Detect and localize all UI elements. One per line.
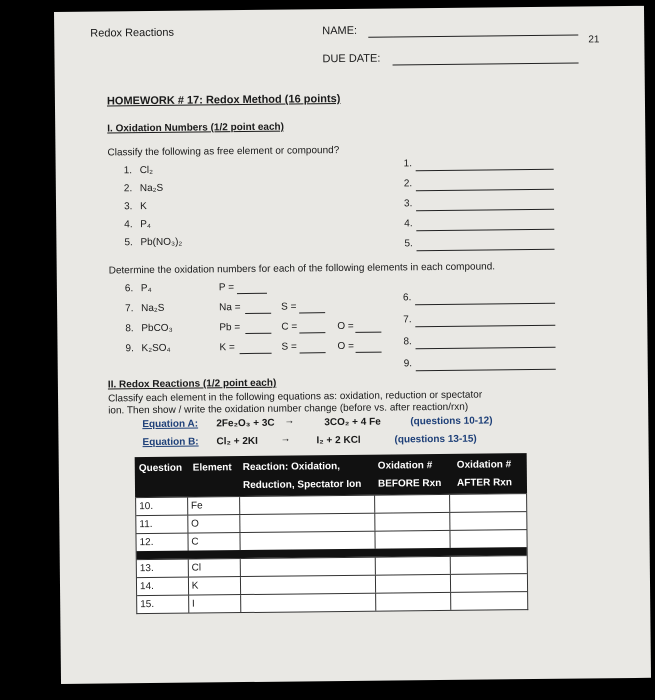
before-cell[interactable] — [375, 531, 451, 549]
question-cell: 12. — [136, 534, 188, 552]
worksheet-page — [54, 6, 651, 684]
answer-line[interactable] — [415, 303, 555, 305]
blank-line[interactable] — [300, 352, 326, 353]
answer-line[interactable] — [416, 229, 554, 231]
element-cell: I — [189, 595, 241, 613]
header-question: Question — [138, 462, 183, 475]
name-label: NAME: — [322, 24, 358, 38]
header-reaction: Reaction: Oxidation, — [242, 461, 341, 474]
table-body — [135, 493, 528, 614]
item-formula: Pb(NO₃)₂ — [140, 236, 183, 249]
answer-number: 5. — [404, 238, 413, 250]
answer-line[interactable] — [416, 209, 554, 211]
question-cell: 11. — [136, 516, 188, 534]
header-before: Oxidation # — [377, 460, 433, 472]
element-label: P = — [218, 282, 235, 294]
answer-number: 6. — [402, 292, 412, 304]
after-cell[interactable] — [451, 512, 527, 530]
section1-title: I. Oxidation Numbers (1/2 point each) — [107, 121, 284, 135]
reaction-cell[interactable] — [240, 558, 375, 576]
instruction-text: Determine the oxidation numbers for each of the following elements in each compound. — [108, 261, 496, 277]
item-number: 5. — [124, 237, 133, 249]
item-number: 6. — [124, 283, 134, 295]
before-cell[interactable] — [375, 495, 451, 513]
item-number: 2. — [123, 183, 133, 195]
redox-table — [135, 453, 529, 614]
answer-number: 7. — [403, 314, 412, 326]
arrow-icon: → — [284, 415, 295, 427]
section2-instruction-2: ion. Then show / write the oxidation number change (before vs. after reaction/rxn) — [108, 401, 469, 417]
equation-b-reactants: Cl₂ + 2KI — [216, 435, 258, 448]
blank-line[interactable] — [299, 332, 325, 333]
item-formula: K₂SO₄ — [141, 342, 171, 355]
item-formula: Na₂S — [141, 302, 165, 315]
item-formula: K — [139, 201, 147, 213]
header-reaction-2: Reduction, Spectator Ion — [242, 478, 362, 492]
element-cell: O — [188, 515, 240, 533]
due-date-label: DUE DATE: — [322, 52, 381, 66]
item-formula: Na₂S — [139, 182, 164, 195]
answer-number: 2. — [403, 178, 413, 190]
element-label: S = — [281, 301, 297, 313]
answer-number: 1. — [403, 158, 413, 170]
reaction-cell[interactable] — [240, 514, 375, 532]
before-cell[interactable] — [376, 557, 452, 575]
due-date-line — [393, 63, 579, 66]
worksheet-title: Redox Reactions — [90, 26, 175, 40]
answer-line[interactable] — [416, 347, 556, 349]
blank-line[interactable] — [355, 332, 381, 333]
answer-line[interactable] — [415, 325, 555, 327]
item-number: 9. — [125, 343, 134, 355]
answer-line[interactable] — [417, 249, 555, 251]
page-number: 21 — [588, 34, 600, 46]
equation-b-products: I₂ + 2 KCl — [316, 434, 361, 447]
after-cell[interactable] — [451, 556, 527, 574]
section2-instruction-1: Classify each element in the following equations as: oxidation, reduction or spectator — [107, 389, 483, 405]
question-cell: 13. — [137, 560, 189, 578]
before-cell[interactable] — [376, 575, 452, 593]
after-cell[interactable] — [450, 494, 526, 512]
blank-line[interactable] — [299, 312, 325, 313]
element-label: O = — [337, 340, 354, 353]
header-element: Element — [192, 462, 232, 474]
answer-number: 3. — [403, 198, 413, 210]
item-number: 4. — [124, 219, 133, 231]
item-number: 8. — [125, 323, 134, 335]
answer-line[interactable] — [416, 369, 556, 371]
section1-instruction2 — [109, 261, 495, 276]
element-label: K = — [219, 342, 235, 354]
item-formula: P₄ — [140, 218, 152, 231]
question-cell: 10. — [136, 498, 188, 516]
blank-line[interactable] — [237, 293, 267, 294]
element-label: O = — [337, 320, 354, 333]
reaction-cell[interactable] — [240, 576, 375, 594]
item-formula: PbCO₃ — [141, 322, 173, 335]
reaction-cell[interactable] — [240, 532, 375, 550]
answer-number: 4. — [404, 218, 413, 230]
element-cell: Fe — [188, 497, 240, 515]
item-formula: Cl₂ — [139, 164, 154, 177]
homework-title: HOMEWORK # 17: Redox Method (16 points) — [106, 93, 341, 108]
element-cell: Cl — [188, 559, 240, 577]
item-formula: P₄ — [140, 282, 152, 295]
item-number: 1. — [123, 165, 133, 177]
after-cell[interactable] — [452, 592, 528, 610]
blank-line[interactable] — [245, 313, 271, 314]
item-number: 7. — [125, 303, 134, 315]
answer-line[interactable] — [416, 169, 554, 171]
header-before-2: BEFORE Rxn — [377, 477, 442, 490]
equation-a-questions: (questions 10-12) — [410, 415, 493, 428]
reaction-cell[interactable] — [240, 496, 375, 514]
question-cell: 14. — [137, 578, 189, 596]
blank-line[interactable] — [245, 333, 271, 334]
element-cell: K — [189, 577, 241, 595]
element-label: Pb = — [219, 322, 241, 334]
element-label: C = — [281, 321, 298, 333]
question-cell: 15. — [137, 596, 189, 614]
header-after: Oxidation # — [456, 459, 512, 471]
arrow-icon: → — [280, 433, 291, 445]
item-number: 3. — [123, 201, 133, 213]
blank-line[interactable] — [240, 353, 272, 354]
name-line — [368, 35, 578, 38]
blank-line[interactable] — [356, 352, 382, 353]
element-cell: C — [188, 533, 240, 551]
reaction-cell[interactable] — [241, 594, 376, 612]
table-header — [135, 453, 527, 497]
equation-a-reactants: 2Fe₂O₃ + 3C — [216, 417, 275, 430]
equation-a-products: 3CO₂ + 4 Fe — [324, 416, 381, 429]
answer-line[interactable] — [416, 189, 554, 191]
equation-b-label: Equation B: — [142, 436, 199, 449]
equation-b-questions: (questions 13-15) — [394, 433, 477, 446]
answer-number: 9. — [403, 358, 413, 370]
header-after-2: AFTER Rxn — [456, 477, 513, 489]
equation-a-label: Equation A: — [142, 418, 199, 431]
section2-title: II. Redox Reactions (1/2 point each) — [107, 377, 277, 391]
after-cell[interactable] — [451, 530, 527, 548]
before-cell[interactable] — [375, 513, 451, 531]
element-label: Na = — [219, 302, 241, 314]
element-label: S = — [281, 341, 297, 353]
after-cell[interactable] — [451, 574, 527, 592]
section1-instruction: Classify the following as free element or compound? — [107, 145, 340, 159]
before-cell[interactable] — [376, 593, 452, 611]
answer-number: 8. — [403, 336, 412, 348]
